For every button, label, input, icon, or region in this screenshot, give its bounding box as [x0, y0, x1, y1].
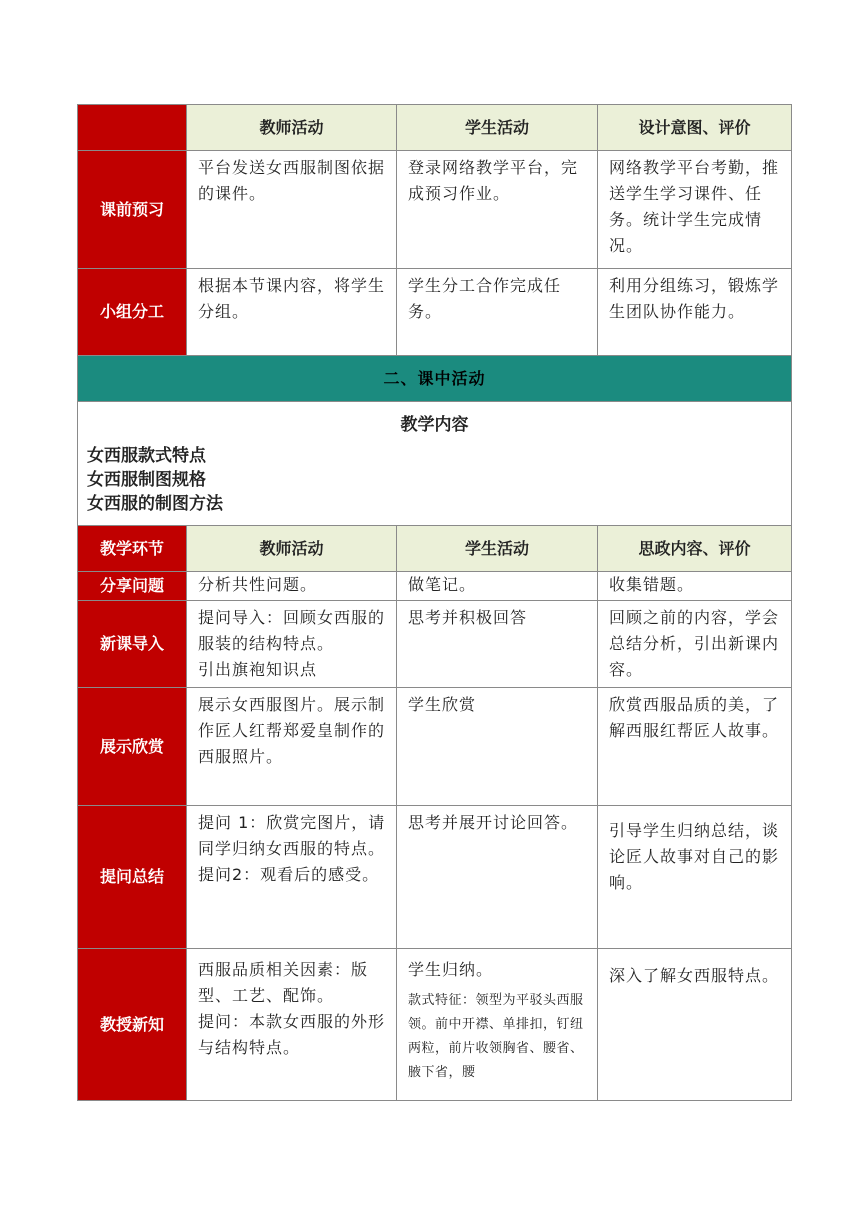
header-teacher: 教师活动: [187, 105, 397, 151]
header-intent: 设计意图、评价: [598, 105, 792, 151]
teacher-cell: [187, 572, 397, 601]
intent-cell: 收集错题。: [598, 572, 792, 601]
content-title: 教学内容: [400, 415, 469, 435]
section-band-row: [78, 356, 792, 402]
content-item: 女西服的制图方法: [87, 494, 223, 514]
teacher-text: 提问：本款女西服的外形与结构特点。: [198, 1012, 386, 1057]
content-item: 女西服制图规格: [87, 470, 206, 490]
intent-cell: 利用分组练习，锻炼学生团队协作能力。: [598, 269, 792, 356]
intent-cell: 深入了解女西服特点。: [598, 949, 792, 1101]
table-row: [78, 269, 792, 356]
row-label: 展示欣赏: [78, 688, 187, 806]
table-row: [78, 151, 792, 269]
content-item: 女西服款式特点: [87, 446, 206, 466]
table-row: [78, 688, 792, 806]
student-cell: [397, 949, 598, 1101]
row-label: 分享问题: [78, 572, 187, 601]
teacher-cell: [187, 949, 397, 1101]
student-cell: 思考并积极回答: [397, 601, 598, 688]
intent-cell: 引导学生归纳总结，谈论匠人故事对自己的影响。: [598, 806, 792, 949]
table-row: [78, 806, 792, 949]
row-label: 提问总结: [78, 806, 187, 949]
header-corner-cell: [78, 105, 187, 151]
teacher-cell: 平台发送女西服制图依据的课件。: [187, 151, 397, 269]
table-row: [78, 949, 792, 1101]
teacher-cell: [187, 688, 397, 806]
teacher-text: 提问导入：回顾女西服的服装的结构特点。: [198, 608, 386, 653]
teacher-text: 提问 1：欣赏完图片，请同学归纳女西服的特点。: [198, 813, 386, 858]
teacher-text: 提问2：观看后的感受。: [198, 865, 380, 884]
header-row-2: [78, 526, 792, 572]
teacher-cell: 根据本节课内容，将学生分组。: [187, 269, 397, 356]
header-student: 学生活动: [397, 105, 598, 151]
teacher-cell: [187, 601, 397, 688]
table-row: [78, 601, 792, 688]
header-student: 学生活动: [397, 526, 598, 572]
student-cell: 做笔记。: [397, 572, 598, 601]
student-cell: 思考并展开讨论回答。: [397, 806, 598, 949]
student-cell: 登录网络教学平台，完成预习作业。: [397, 151, 598, 269]
table-row: [78, 572, 792, 601]
header-row: [78, 105, 792, 151]
header-stage: 教学环节: [78, 526, 187, 572]
header-teacher: 教师活动: [187, 526, 397, 572]
student-note: 款式特征：领型为平驳头西服领。前中开襟、单排扣，钉纽两粒，前片收领胸省、腰省、腋下省，腰: [408, 993, 584, 1080]
content-cell: [78, 402, 792, 526]
intent-cell: 网络教学平台考勤，推送学生学习课件、任务。统计学生完成情况。: [598, 151, 792, 269]
teacher-text: 引出旗袍知识点: [198, 660, 318, 679]
teacher-text: 展示女西服图片。展示制作匠人红帮郑爱皇制作的西服照片。: [198, 695, 386, 766]
student-text: 学生归纳。: [408, 960, 494, 979]
header-ideology: 思政内容、评价: [598, 526, 792, 572]
row-label: 课前预习: [78, 151, 187, 269]
row-label: 小组分工: [78, 269, 187, 356]
teacher-cell: [187, 806, 397, 949]
intent-cell: 欣赏西服品质的美，了解西服红帮匠人故事。: [598, 688, 792, 806]
teacher-text: 西服品质相关因素：版型、工艺、配饰。: [198, 960, 369, 1005]
teacher-text: 分析共性问题。: [198, 575, 318, 594]
student-cell: 学生欣赏: [397, 688, 598, 806]
lesson-plan-table: [77, 104, 792, 1101]
content-row: [78, 402, 792, 526]
student-cell: 学生分工合作完成任务。: [397, 269, 598, 356]
row-label: 教授新知: [78, 949, 187, 1101]
section-title: 二、课中活动: [78, 356, 792, 402]
row-label: 新课导入: [78, 601, 187, 688]
intent-cell: 回顾之前的内容，学会总结分析，引出新课内容。: [598, 601, 792, 688]
